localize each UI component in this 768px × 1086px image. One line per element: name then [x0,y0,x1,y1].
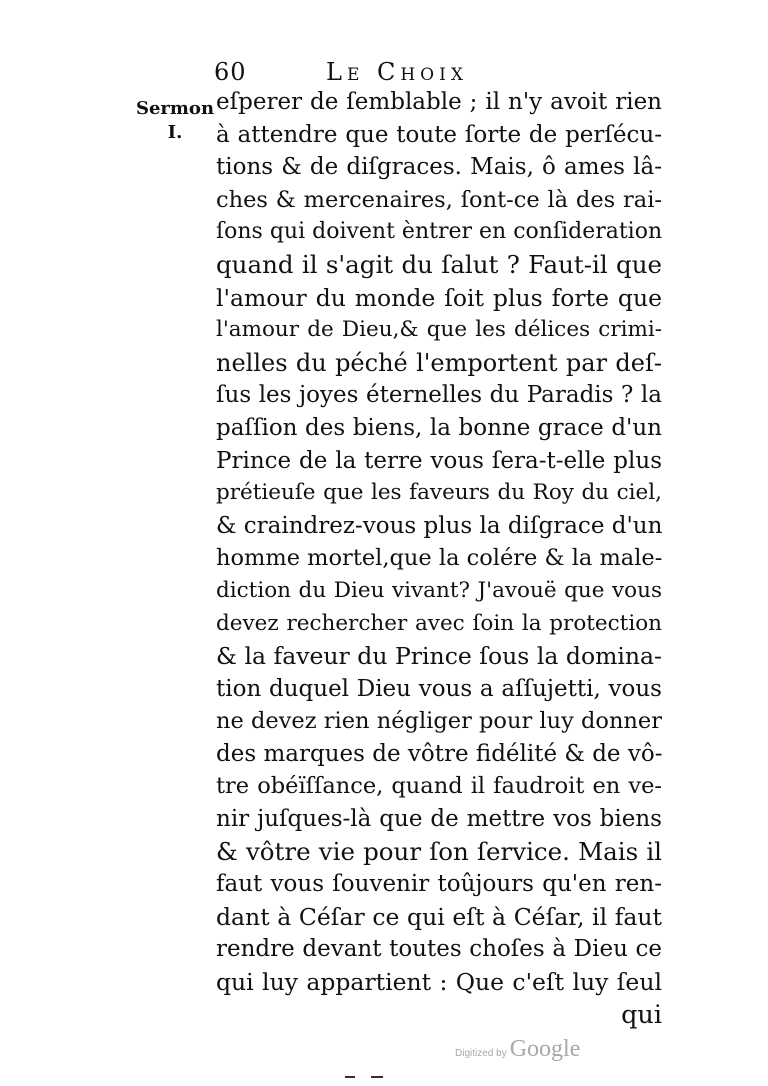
margin-note-number: I. [167,122,183,143]
watermark-prefix: Digitized by [455,1048,507,1059]
digitization-watermark [455,1036,580,1063]
page-edge-mark [345,1076,385,1080]
text-line: & la faveur du Prince ſous la domina- [216,642,662,671]
text-line: dant à Céſar ce qui eſt à Céſar, il faut [216,902,662,931]
text-line: ches & mercenaires, ſont-ce là des rai- [216,186,662,213]
text-line: ne devez rien négliger pour luy donner [216,708,662,735]
text-line: des marques de vôtre fidélité & de vô- [216,740,663,767]
text-line: tre obéïſſance, quand il faudroit en ve- [216,773,662,800]
text-line: paſſion des biens, la bonne grace d'un [216,414,662,441]
text-line: & vôtre vie pour ſon ſervice. Mais il [216,836,662,866]
text-line: nelles du péché l'emportent par deſ- [216,348,662,377]
watermark-logo: Google [509,1036,581,1062]
text-line: diction du Dieu vivant? J'avouë que vous [216,577,662,603]
text-line: ſus les joyes éternelles du Paradis ? la [216,382,662,409]
text-line: l'amour du monde ſoit plus forte que [216,283,662,312]
text-line: à attendre que toute ſorte de perſécu- [216,121,662,148]
text-line: nir juſques-là que de mettre vos biens [216,806,662,833]
text-line: l'amour de Dieu,& que les délices crimi- [216,317,662,343]
page-number: 60 [214,58,247,86]
catchword: qui [621,999,662,1030]
margin-note [135,97,215,145]
body-text [216,86,662,1031]
text-line: rendre devant toutes choſes à Dieu ce [216,936,662,963]
running-head: Le Choix [326,58,468,86]
text-line: devez rechercher avec ſoin la protection [216,610,662,636]
text-line: quand il s'agit du ſalut ? Faut-il que [216,249,662,279]
margin-note-label: Sermon [135,98,215,119]
text-line: & craindrez-vous plus la diſgrace d'un [216,512,663,539]
text-line: eſperer de ſemblable ; il n'y avoit rien [216,89,662,115]
text-line: Prince de la terre vous ſera-t-elle plus [216,447,662,474]
text-line: ſons qui doivent èntrer en conſideration [216,219,663,245]
text-line: faut vous ſouvenir toûjours qu'en ren- [216,871,662,898]
text-line: tions & de diſgraces. Mais, ô ames lâ- [216,154,662,181]
text-line: tion duquel Dieu vous a aſſujetti, vous [216,675,662,702]
text-line: qui luy appartient : Que c'eſt luy ſeul [216,968,662,997]
text-line: homme mortel,que la colére & la male- [216,545,663,572]
text-line: prétieuſe que les faveurs du Roy du ciel, [216,480,662,506]
page-header [214,58,654,88]
